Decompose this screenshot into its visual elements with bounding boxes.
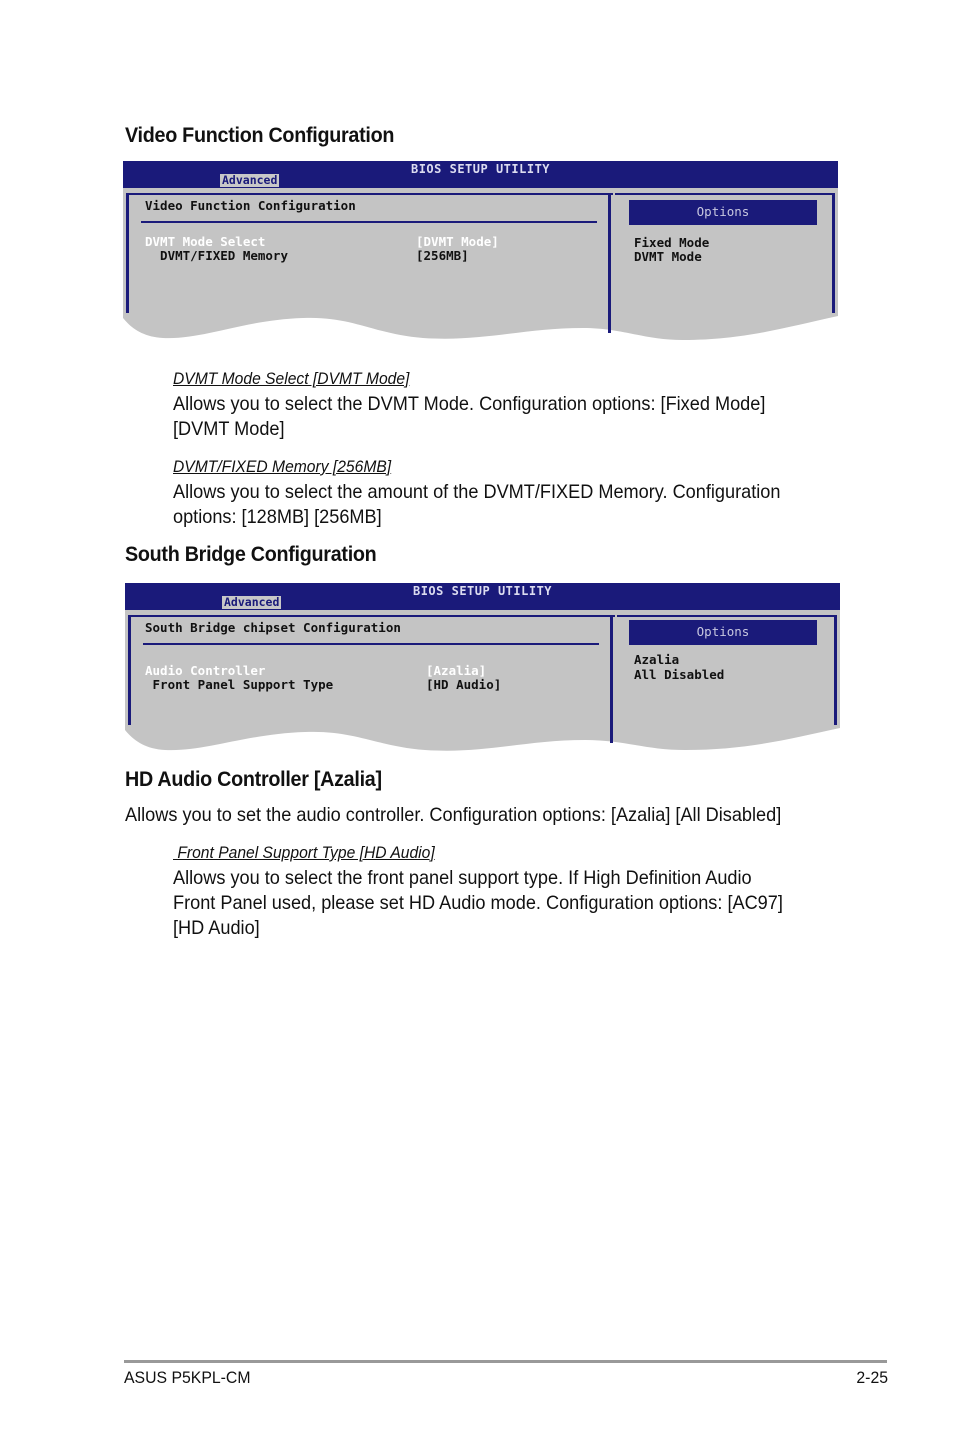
- bios-title: BIOS SETUP UTILITY: [410, 162, 551, 176]
- bios-tab-advanced[interactable]: Advanced: [222, 173, 278, 187]
- item-title-dvmt-mode-select: DVMT Mode Select [DVMT Mode]: [173, 369, 410, 388]
- bios-row-value-front-panel-support-type[interactable]: [HD Audio]: [426, 677, 502, 692]
- item-desc-dvmt-fixed-memory-line2: options: [128MB] [256MB]: [173, 506, 382, 528]
- bios-header: [125, 583, 840, 610]
- bios-row-value-dvmt-fixed-memory[interactable]: [256MB]: [416, 248, 469, 263]
- section-heading-video: Video Function Configuration: [125, 124, 395, 147]
- section-heading-hd-audio-controller: HD Audio Controller [Azalia]: [125, 768, 382, 791]
- hd-audio-controller-desc: Allows you to set the audio controller. Configuration options: [Azalia] [All Disabled]: [125, 804, 782, 826]
- bios-options-header: Options: [629, 620, 817, 645]
- footer-page-number: 2-25: [856, 1368, 888, 1387]
- item-desc-front-panel-line2: Front Panel used, please set HD Audio mode. Configuration options: [AC97]: [173, 892, 783, 914]
- footer-divider: [124, 1360, 887, 1363]
- bios-options-header: Options: [629, 200, 817, 225]
- item-desc-dvmt-mode-select-line2: [DVMT Mode]: [173, 418, 285, 440]
- bios-row-value-dvmt-mode-select[interactable]: [DVMT Mode]: [416, 234, 499, 249]
- bios-option-all-disabled: All Disabled: [634, 667, 725, 682]
- item-title-front-panel-support-type: Front Panel Support Type [HD Audio]: [173, 843, 435, 862]
- bios-option-dvmt-mode: DVMT Mode: [634, 249, 702, 264]
- bios-option-azalia: Azalia: [634, 652, 680, 667]
- bios-row-value-audio-controller[interactable]: [Azalia]: [426, 663, 487, 678]
- bios-row-label-dvmt-mode-select[interactable]: DVMT Mode Select: [145, 234, 266, 249]
- bios-row-label-audio-controller[interactable]: Audio Controller: [145, 663, 266, 678]
- bios-screenshot-video: [123, 161, 838, 346]
- bios-tab-advanced[interactable]: Advanced: [224, 595, 280, 609]
- item-desc-front-panel-line3: [HD Audio]: [173, 917, 260, 939]
- bios-title: BIOS SETUP UTILITY: [412, 584, 553, 598]
- bios-panel-title: South Bridge chipset Configuration: [145, 620, 401, 635]
- bios-row-label-dvmt-fixed-memory[interactable]: DVMT/FIXED Memory: [145, 248, 288, 263]
- bios-header: [123, 161, 838, 188]
- section-heading-south-bridge: South Bridge Configuration: [125, 543, 377, 566]
- bios-panel-title: Video Function Configuration: [145, 198, 356, 213]
- bios-screenshot-south-bridge: [125, 583, 840, 758]
- item-desc-dvmt-mode-select-line1: Allows you to select the DVMT Mode. Configuration options: [Fixed Mode]: [173, 393, 766, 415]
- bios-row-label-front-panel-support-type[interactable]: Front Panel Support Type: [145, 677, 334, 692]
- item-desc-dvmt-fixed-memory-line1: Allows you to select the amount of the DVMT/FIXED Memory. Configuration: [173, 481, 781, 503]
- item-title-dvmt-fixed-memory: DVMT/FIXED Memory [256MB]: [173, 457, 392, 476]
- item-desc-front-panel-line1: Allows you to select the front panel support type. If High Definition Audio: [173, 867, 752, 889]
- bios-option-fixed-mode: Fixed Mode: [634, 235, 710, 250]
- footer-product-name: ASUS P5KPL-CM: [124, 1368, 251, 1387]
